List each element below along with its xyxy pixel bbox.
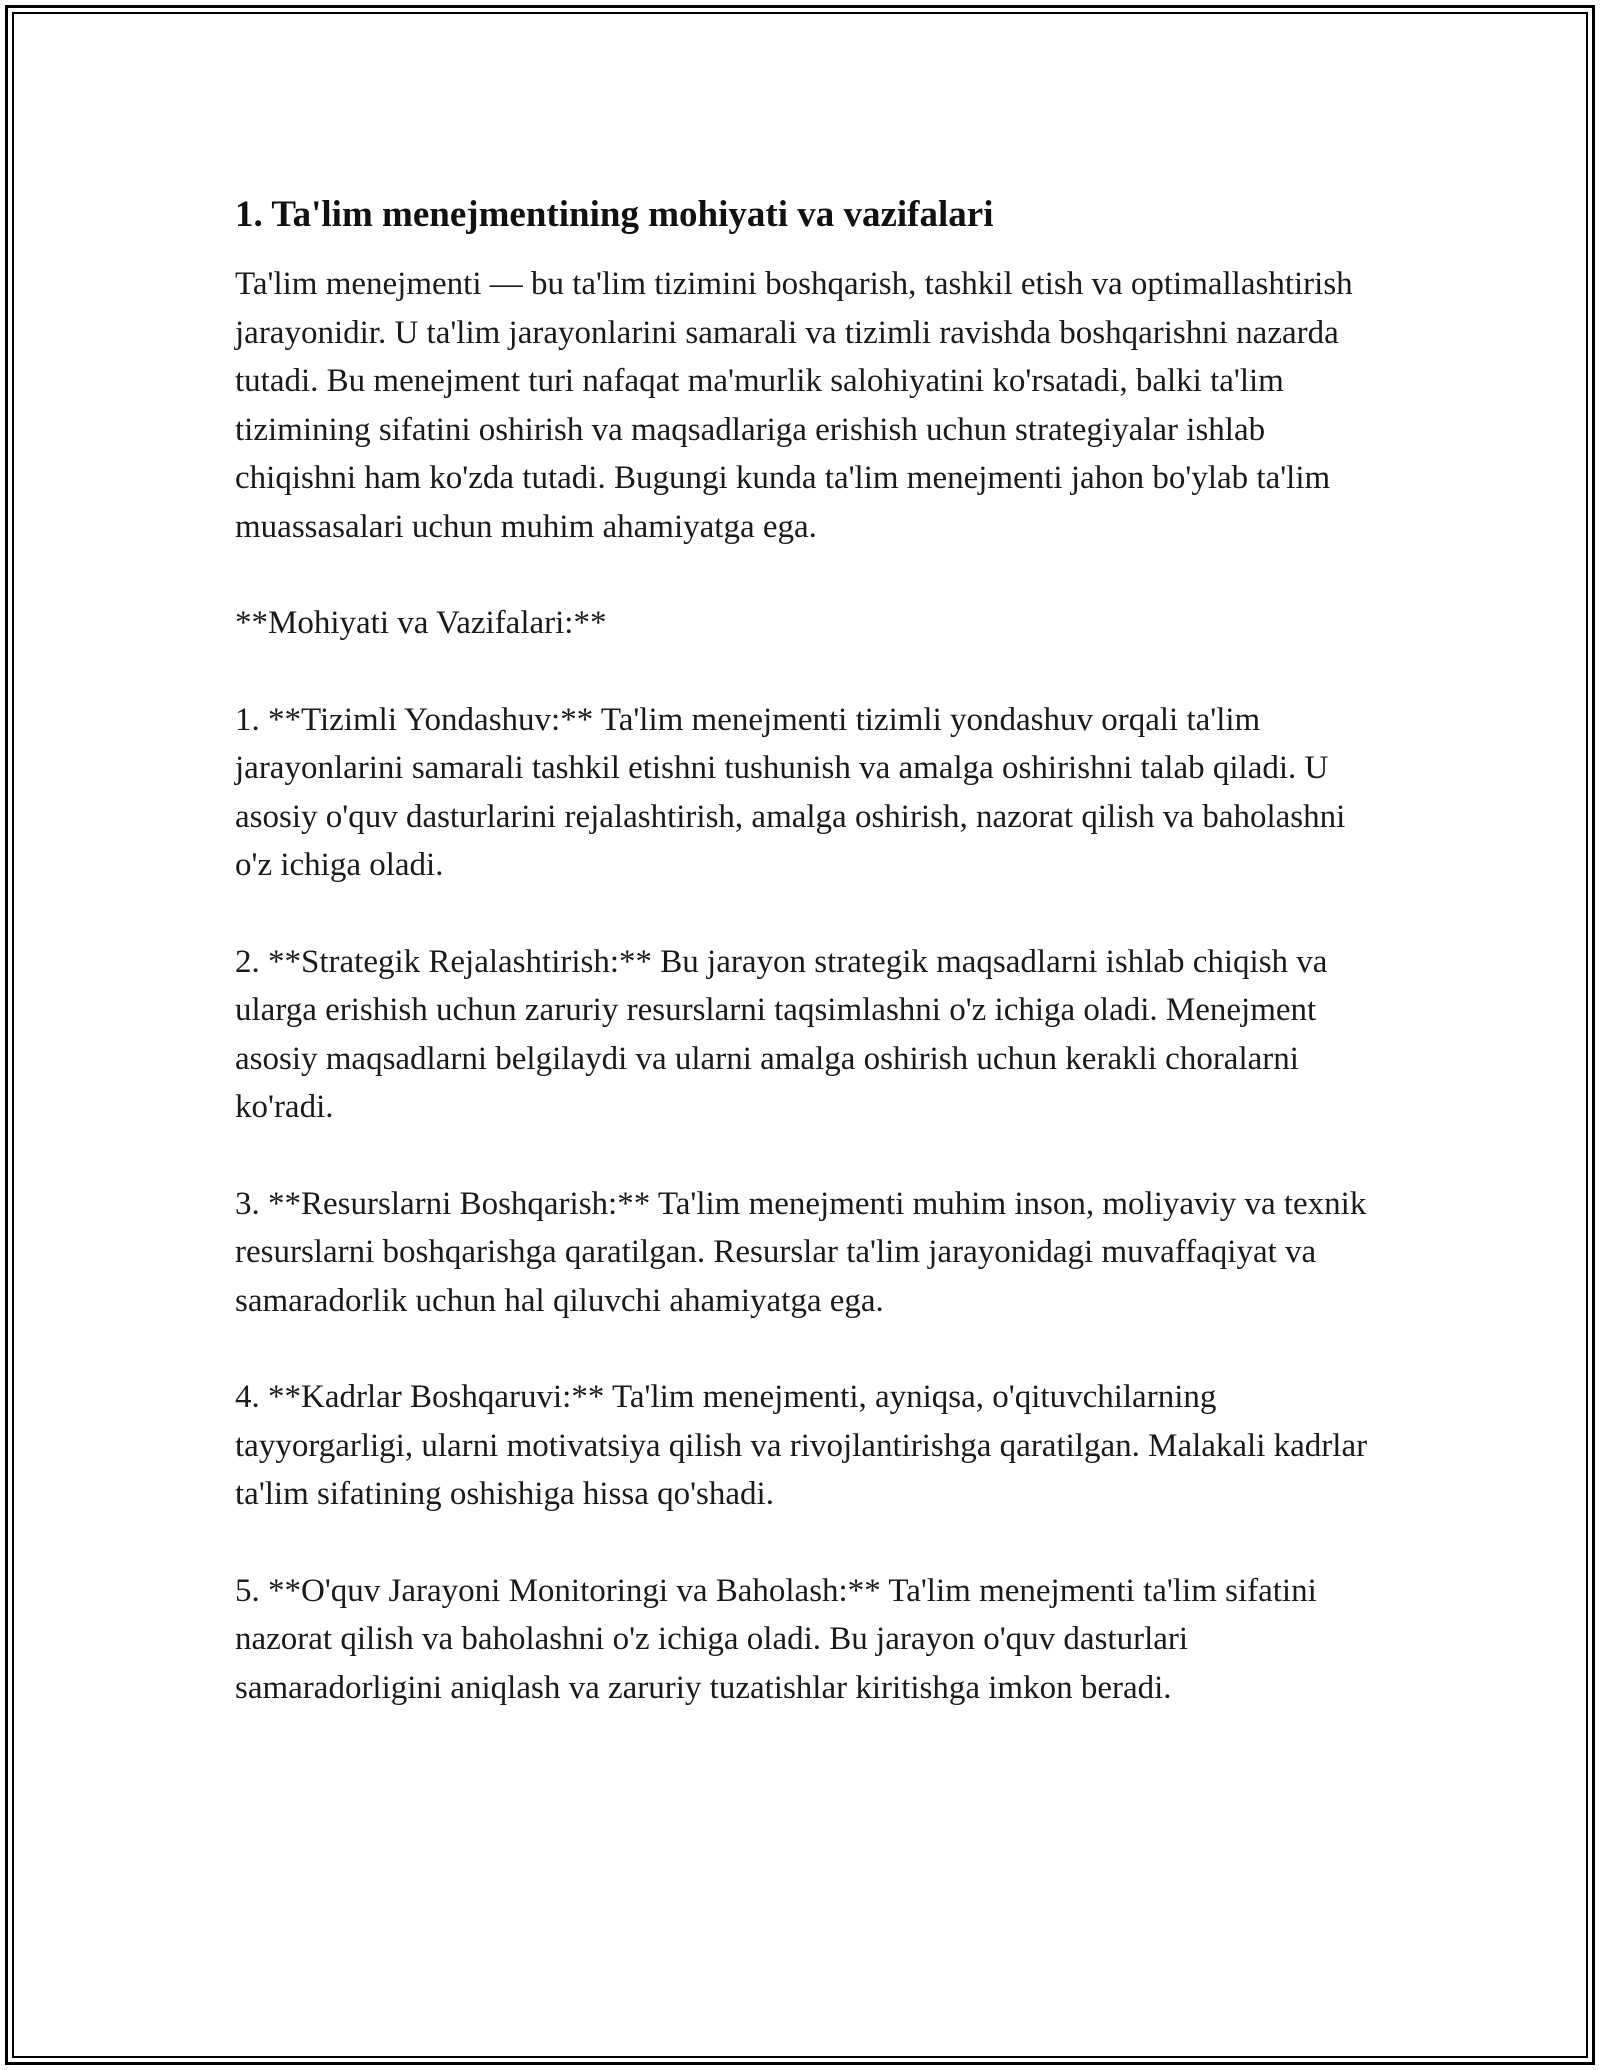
section-heading: 1. Ta'lim menejmentining mohiyati va vazifalari (235, 194, 994, 235)
subheading-paragraph: **Mohiyati va Vazifalari:** (235, 605, 607, 641)
list-item: 3. **Resurslarni Boshqarish:** Ta'lim menejmenti muhim inson, moliyaviy va texnik resurslarni boshqarishga qaratilgan. Resurslar ta'lim jarayonidagi muvaffaqiyat va samaradorlik uchun hal qiluvchi ahamiyatga ega. (235, 1185, 1367, 1319)
list-item: 4. **Kadrlar Boshqaruvi:** Ta'lim menejmenti, ayniqsa, o'qituvchilarning tayyorgarligi, ularni motivatsiya qilish va rivojlantirishga qaratilgan. Malakali kadrlar ta'lim sifatining oshishiga hissa qo'shadi. (235, 1379, 1368, 1512)
list-item: 5. **O'quv Jarayoni Monitoringi va Baholash:** Ta'lim menejmenti ta'lim sifatini nazorat qilish va baholashni o'z ichiga oladi. Bu jarayon o'quv dasturlari samaradorligini aniqlash va zaruriy tuzatishlar kiritishga imkon beradi. (235, 1572, 1317, 1706)
document-body (235, 190, 1385, 1760)
intro-paragraph: Ta'lim menejmenti — bu ta'lim tizimini boshqarish, tashkil etish va optimallashtirish jarayonidir. U ta'lim jarayonlarini samarali va tizimli ravishda boshqarishni nazarda tutadi. Bu menejment turi nafaqat ma'murlik salohiyatini ko'rsatadi, balki ta'lim tizimining sifatini oshirish va maqsadlariga erishish uchun strategiyalar ishlab chiqishni ham ko'zda tutadi. Bugungi kunda ta'lim menejmenti jahon bo'ylab ta'lim muassasalari uchun muhim ahamiyatga ega. (235, 266, 1353, 545)
list-item: 1. **Tizimli Yondashuv:** Ta'lim menejmenti tizimli yondashuv orqali ta'lim jarayonlarini samarali tashkil etishni tushunish va amalga oshirishni talab qiladi. U asosiy o'quv dasturlarini rejalashtirish, amalga oshirish, nazorat qilish va baholashni o'z ichiga oladi. (235, 701, 1346, 883)
list-item: 2. **Strategik Rejalashtirish:** Bu jarayon strategik maqsadlarni ishlab chiqish va ularga erishish uchun zaruriy resurslarni taqsimlashni o'z ichiga oladi. Menejment asosiy maqsadlarni belgilaydi va ularni amalga oshirish uchun kerakli choralarni ko'radi. (235, 943, 1328, 1125)
